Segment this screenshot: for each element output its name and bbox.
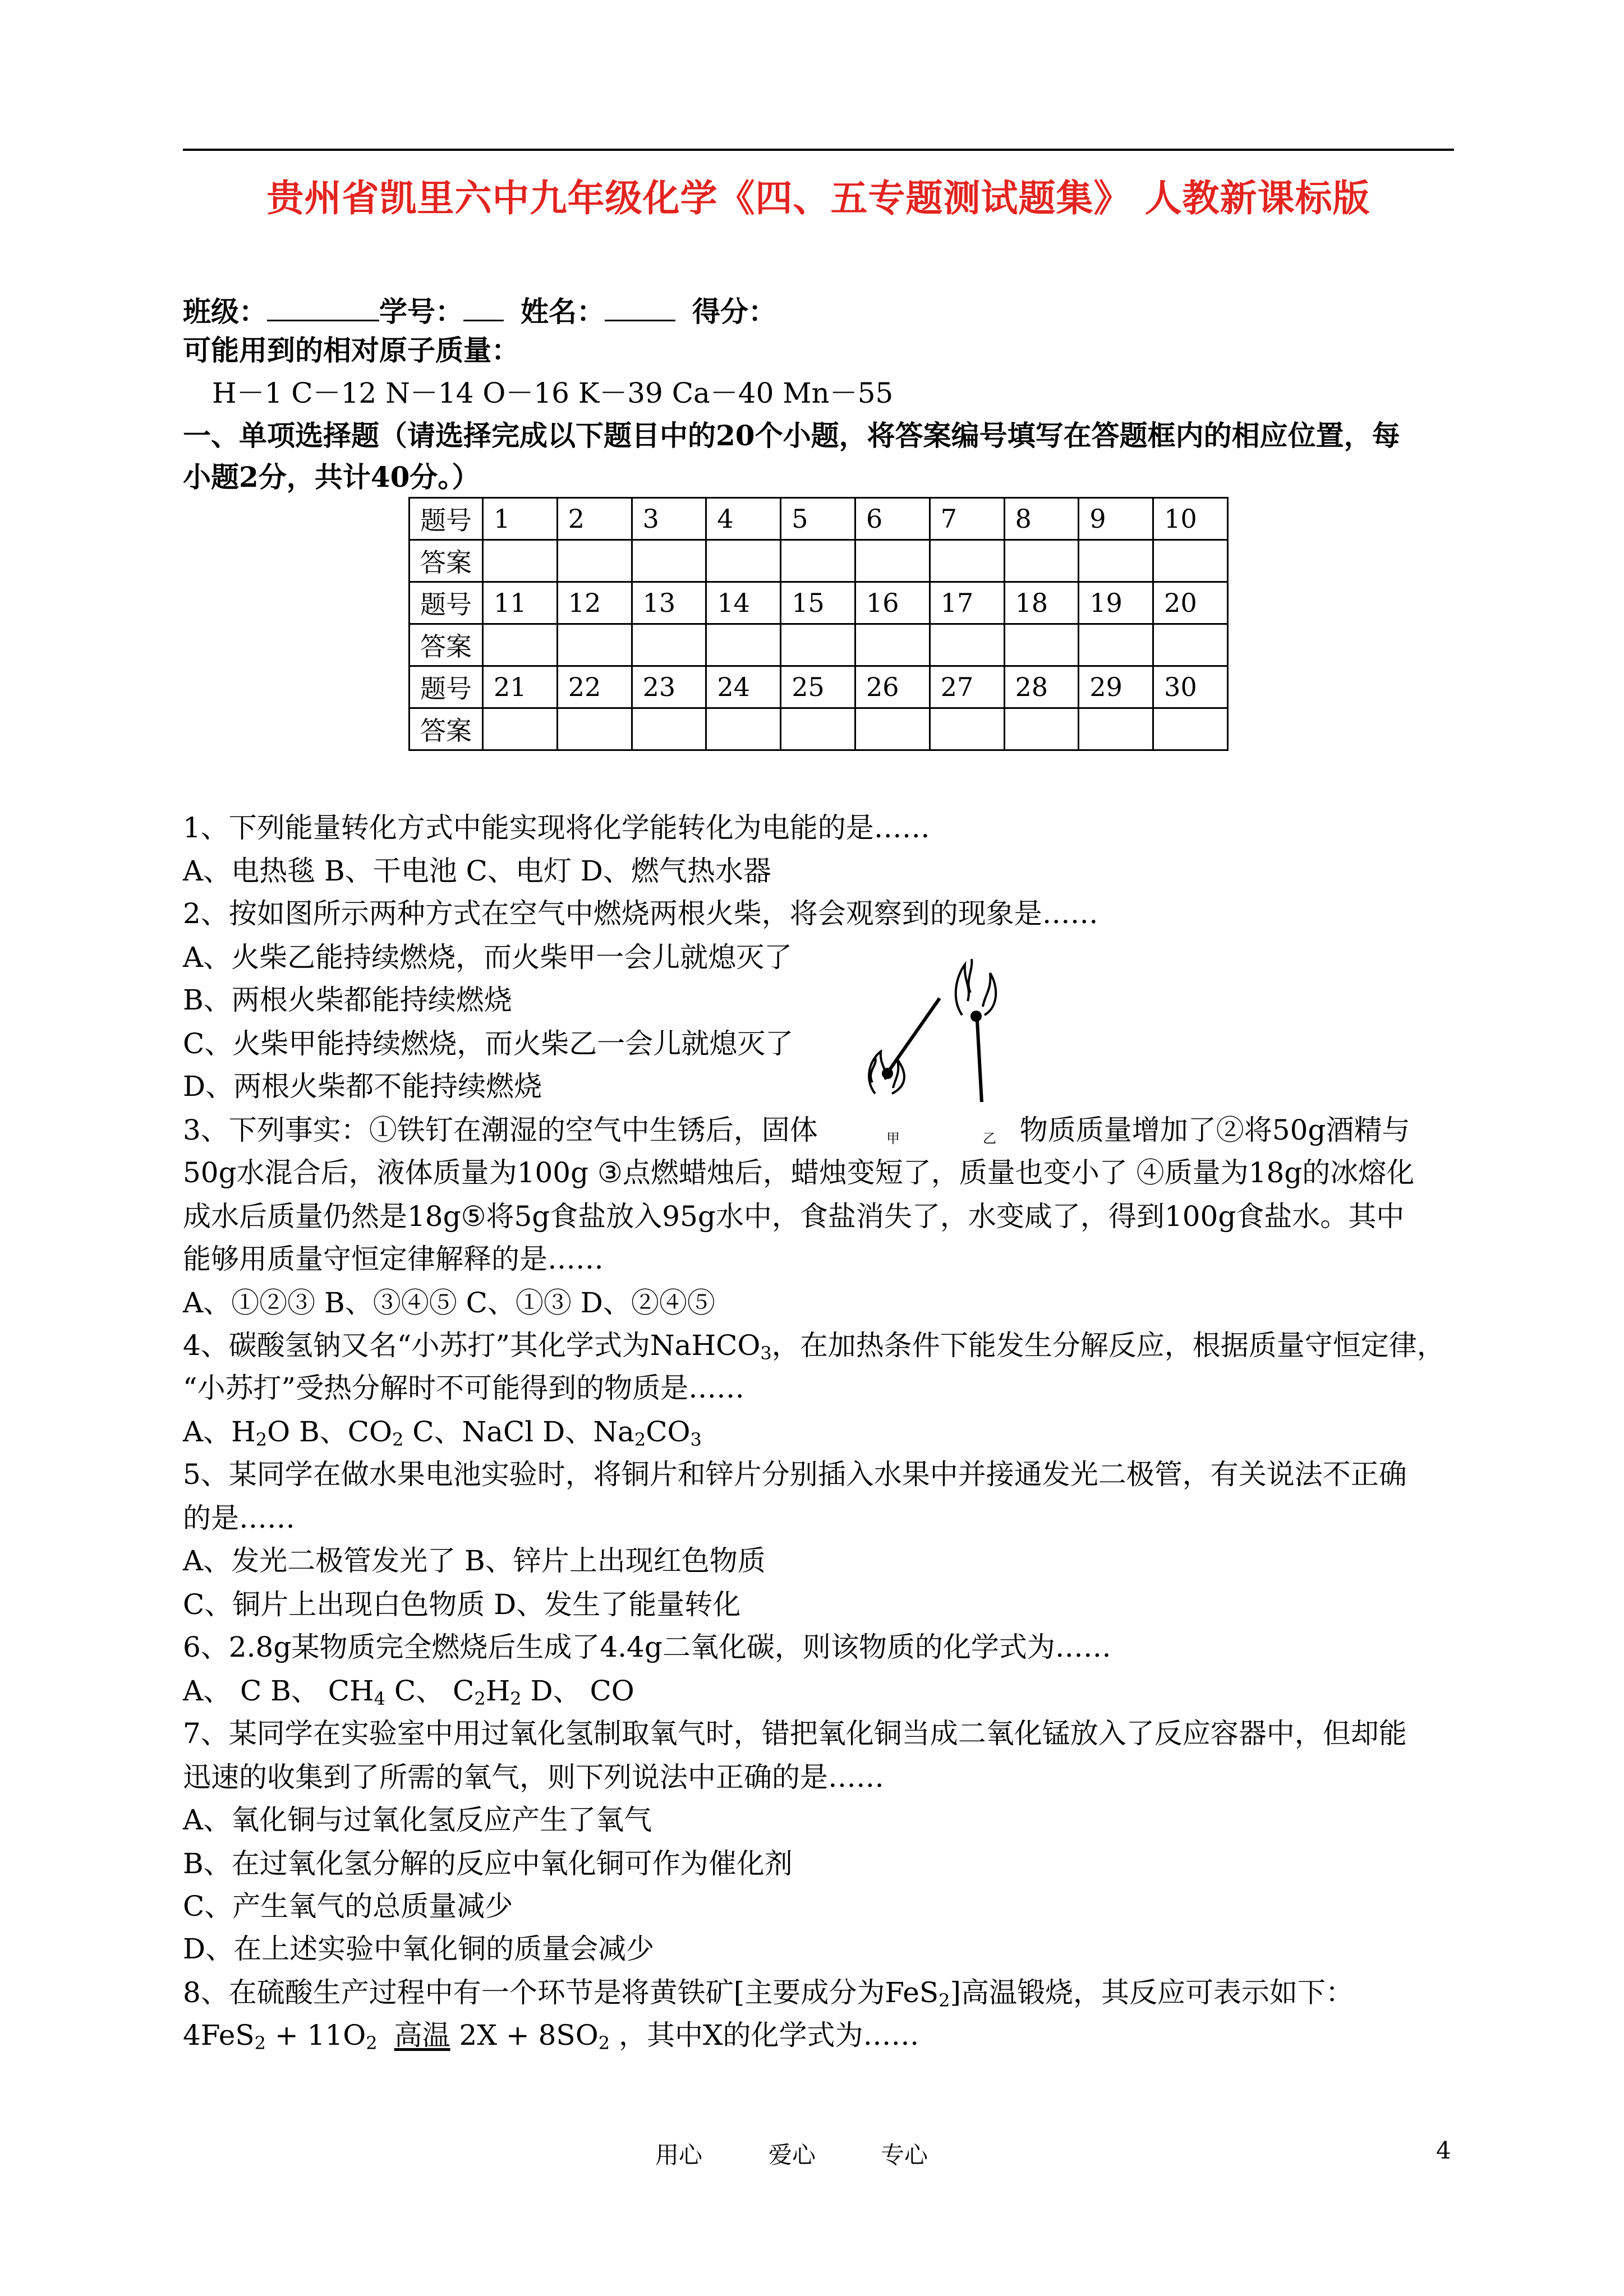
question-number-cell: 25 [781, 666, 855, 708]
answer-cell[interactable] [781, 624, 855, 666]
question-5-options-cd: C、铜片上出现白色物质 D、发生了能量转化 [183, 1588, 741, 1621]
answer-cell[interactable] [632, 540, 706, 582]
question-6: 6、2.8g某物质完全燃烧后生成了4.4g二氧化碳，则该物质的化学式为…… [183, 1631, 1111, 1663]
question-number-cell: 14 [706, 582, 781, 624]
question-2-option-c: C、火柴甲能持续燃烧，而火柴乙一会儿就熄灭了 [183, 1027, 794, 1060]
question-7-option-c: C、产生氧气的总质量减少 [183, 1890, 513, 1922]
figure-label-yi: 乙 [983, 1131, 996, 1146]
question-number-cell: 7 [930, 498, 1004, 540]
answer-cell[interactable] [706, 624, 781, 666]
answer-cell[interactable] [855, 624, 930, 666]
answer-cell[interactable] [1004, 540, 1079, 582]
reaction-condition: 高温 [394, 2019, 450, 2051]
question-number-cell: 20 [1153, 582, 1228, 624]
question-3-line3: 成水后质量仍然是18g⑤将5g食盐放入95g水中，食盐消失了，水变咸了，得到100g食盐水。其中 [183, 1200, 1405, 1233]
answer-cell[interactable] [706, 540, 781, 582]
question-5-line2: 的是…… [183, 1502, 295, 1534]
answer-cell[interactable] [1079, 624, 1153, 666]
page-number: 4 [1436, 2137, 1451, 2164]
answer-row [410, 708, 1228, 750]
student-info-line [183, 292, 776, 329]
question-number-cell: 6 [855, 498, 930, 540]
question-2-option-a: A、火柴乙能持续燃烧，而火柴甲一会儿就熄灭了 [183, 941, 793, 974]
question-7-option-a: A、氧化铜与过氧化氢反应产生了氧气 [183, 1804, 652, 1836]
section-heading-line2: 小题2分，共计40分。） [183, 460, 480, 494]
answer-table [408, 497, 1229, 751]
question-number-cell: 5 [781, 498, 855, 540]
question-number-cell: 8 [1004, 498, 1079, 540]
answer-cell[interactable] [1153, 708, 1228, 750]
question-2-option-d: D、两根火柴都不能持续燃烧 [183, 1070, 542, 1103]
match-jia-stick [889, 998, 940, 1071]
question-number-cell: 24 [706, 666, 781, 708]
header-rule [183, 149, 1454, 151]
class-label: 班级： [183, 295, 267, 328]
answer-cell[interactable] [781, 540, 855, 582]
answer-cell[interactable] [1153, 624, 1228, 666]
answer-cell[interactable] [930, 540, 1004, 582]
answer-cell[interactable] [632, 708, 706, 750]
question-number-cell: 11 [483, 582, 558, 624]
question-2: 2、按如图所示两种方式在空气中燃烧两根火柴，将会观察到的现象是…… [183, 897, 1098, 930]
atomic-masses: H－1 C－12 N－14 O－16 K－39 Ca－40 Mn－55 [212, 377, 894, 409]
question-number-row [410, 582, 1228, 624]
name-label: 姓名： [521, 295, 605, 328]
score-label: 得分： [692, 295, 776, 328]
question-number-cell: 26 [855, 666, 930, 708]
question-3-line2: 50g水混合后，液体质量为100g ③点燃蜡烛后，蜡烛变短了，质量也变小了 ④质量为18g的冰熔化 [183, 1156, 1415, 1189]
answer-cell[interactable] [1004, 624, 1079, 666]
question-1: 1、下列能量转化方式中能实现将化学能转化为电能的是…… [183, 812, 930, 844]
match-yi-stick [977, 1021, 982, 1102]
name-field[interactable] [605, 292, 675, 321]
question-8-line1: 8、在硫酸生产过程中有一个环节是将黄铁矿[主要成分为FeS$_2$]高温锻烧，其反应可表示如下： [183, 1976, 1354, 2011]
answer-cell[interactable] [1004, 708, 1079, 750]
answer-row [410, 540, 1228, 582]
question-number-cell: 13 [632, 582, 706, 624]
question-number-cell: 4 [706, 498, 781, 540]
row-label-answer: 答案 [410, 624, 483, 666]
row-label-number: 题号 [410, 498, 483, 540]
question-4-options: A、$H_2O$ B、$CO_2$ C、NaCl D、$Na_2CO_3$ [183, 1416, 702, 1450]
row-label-answer: 答案 [410, 540, 483, 582]
question-number-cell: 28 [1004, 666, 1079, 708]
answer-cell[interactable] [1079, 540, 1153, 582]
question-number-cell: 27 [930, 666, 1004, 708]
question-number-row [410, 666, 1228, 708]
footer-motto-3: 专心 [881, 2141, 928, 2169]
answer-cell[interactable] [930, 624, 1004, 666]
number-field[interactable] [463, 292, 504, 321]
question-number-cell: 23 [632, 666, 706, 708]
question-number-cell: 18 [1004, 582, 1079, 624]
question-number-cell: 2 [557, 498, 632, 540]
question-3-options: A、①②③ B、③④⑤ C、①③ D、②④⑤ [183, 1287, 715, 1319]
question-6-options: A、 C B、 $CH_4$ C、 $C_2H_2$ D、 CO [183, 1675, 634, 1709]
question-number-cell: 12 [557, 582, 632, 624]
answer-cell[interactable] [781, 708, 855, 750]
answer-cell[interactable] [557, 624, 632, 666]
burning-matches-figure [853, 953, 1032, 1127]
footer-motto-2: 爱心 [769, 2141, 816, 2169]
question-number-cell: 21 [483, 666, 558, 708]
question-2-option-b: B、两根火柴都能持续燃烧 [183, 984, 512, 1016]
question-number-cell: 29 [1079, 666, 1153, 708]
row-label-number: 题号 [410, 582, 483, 624]
answer-cell[interactable] [557, 540, 632, 582]
answer-cell[interactable] [930, 708, 1004, 750]
atomic-mass-label: 可能用到的相对原子质量： [183, 334, 519, 367]
question-number-cell: 19 [1079, 582, 1153, 624]
class-field[interactable] [267, 292, 379, 321]
number-label: 学号： [379, 295, 463, 328]
answer-cell[interactable] [557, 708, 632, 750]
question-number-cell: 30 [1153, 666, 1228, 708]
answer-cell[interactable] [1079, 708, 1153, 750]
question-7-option-d: D、在上述实验中氧化铜的质量会减少 [183, 1933, 655, 1965]
footer-motto-1: 用心 [655, 2141, 703, 2169]
question-8-equation: $4FeS_2 + 11O_2$ 高温 $2X + 8SO_2$ ，其中X的化学式为…… [183, 2019, 919, 2054]
question-7-line2: 迅速的收集到了所需的氧气，则下列说法中正确的是…… [183, 1761, 884, 1794]
figure-label-jia: 甲 [886, 1131, 900, 1146]
question-1-options: A、电热毯 B、干电池 C、电灯 D、燃气热水器 [183, 855, 771, 887]
page-title: 贵州省凯里六中九年级化学《四、五专题测试题集》 人教新课标版 [266, 176, 1370, 220]
answer-cell[interactable] [483, 624, 558, 666]
question-3-line1: 3、下列事实：①铁钉在潮湿的空气中生锈后，固体 物质质量增加了②将50g酒精与 [183, 1114, 1410, 1146]
question-number-cell: 1 [483, 498, 558, 540]
question-number-cell: 16 [855, 582, 930, 624]
question-number-cell: 17 [930, 582, 1004, 624]
question-7-line1: 7、某同学在实验室中用过氧化氢制取氧气时，错把氧化铜当成二氧化锰放入了反应容器中，但却能 [183, 1717, 1407, 1750]
answer-row [410, 624, 1228, 666]
answer-cell[interactable] [632, 624, 706, 666]
question-number-cell: 10 [1153, 498, 1228, 540]
question-number-cell: 15 [781, 582, 855, 624]
question-number-cell: 3 [632, 498, 706, 540]
section-heading-line1: 一、单项选择题（请选择完成以下题目中的20个小题，将答案编号填写在答题框内的相应位置，每 [183, 419, 1400, 452]
question-4-line2: “小苏打”受热分解时不可能得到的物质是…… [183, 1372, 745, 1404]
question-5-line1: 5、某同学在做水果电池实验时，将铜片和锌片分别插入水果中并接通发光二极管，有关说法不正确 [183, 1458, 1407, 1491]
row-label-number: 题号 [410, 666, 483, 708]
match-yi-flame [956, 959, 996, 1015]
answer-cell[interactable] [483, 540, 558, 582]
answer-cell[interactable] [855, 708, 930, 750]
match-yi-head [970, 1011, 982, 1022]
question-3-line4: 能够用质量守恒定律解释的是…… [183, 1243, 604, 1275]
question-number-row [410, 498, 1228, 540]
answer-cell[interactable] [483, 708, 558, 750]
question-number-cell: 22 [557, 666, 632, 708]
question-7-option-b: B、在过氧化氢分解的反应中氧化铜可作为催化剂 [183, 1847, 793, 1880]
answer-cell[interactable] [1153, 540, 1228, 582]
question-5-options-ab: A、发光二极管发光了 B、锌片上出现红色物质 [183, 1545, 766, 1577]
answer-cell[interactable] [855, 540, 930, 582]
row-label-answer: 答案 [410, 708, 483, 750]
answer-cell[interactable] [706, 708, 781, 750]
question-4-line1: 4、碳酸氢钠又名“小苏打”其化学式为NaHCO$_3$，在加热条件下能发生分解反应，根据质量守恒定律， [183, 1329, 1445, 1364]
question-number-cell: 9 [1079, 498, 1153, 540]
